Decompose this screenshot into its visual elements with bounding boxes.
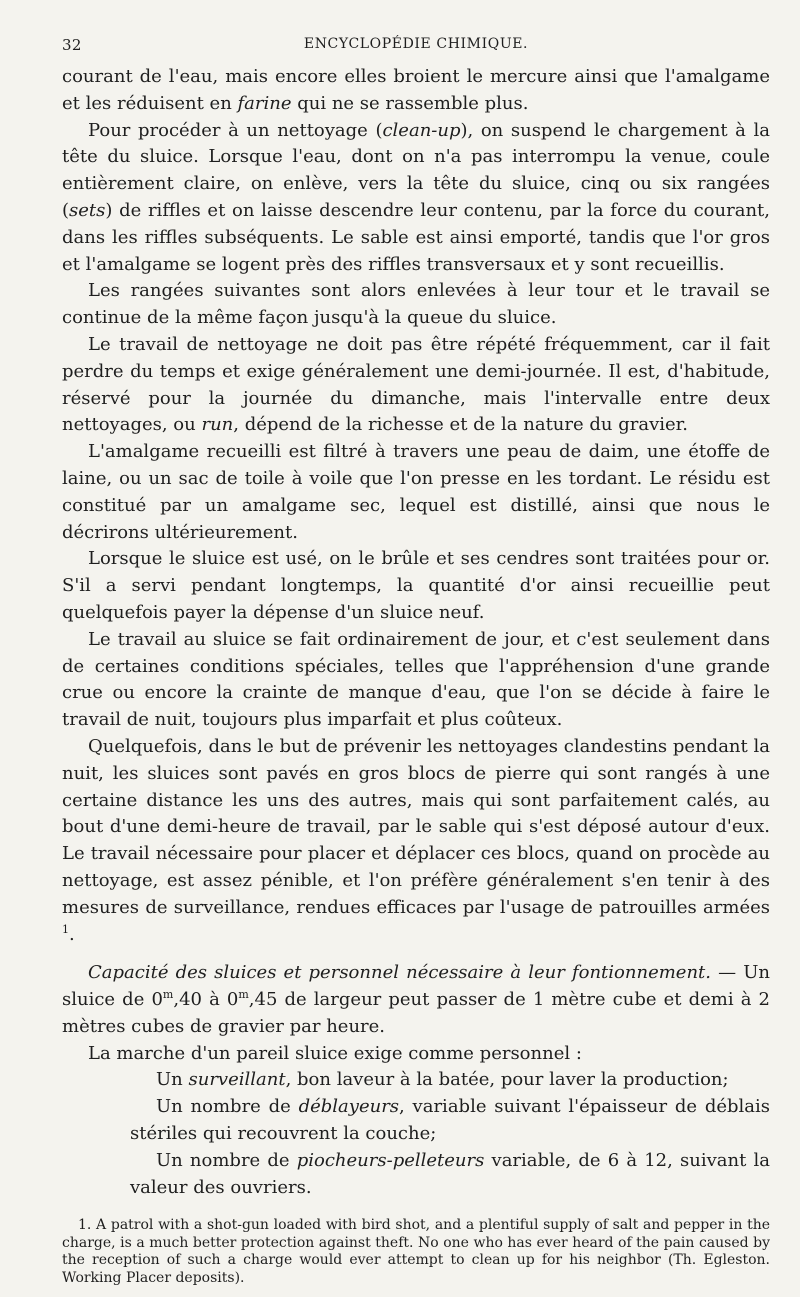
paragraph: Les rangées suivantes sont alors enlevées à leur tour et le travail se continue de la même façon jusqu'à la queue du sluice.	[62, 280, 770, 329]
list-item: Un nombre de piocheurs-pelleteurs variable, de 6 à 12, suivant la valeur des ouvriers.	[130, 1149, 770, 1198]
list-item: Un nombre de déblayeurs, variable suivant l'épaisseur de déblais stériles qui recouvrent la couche;	[130, 1096, 770, 1145]
paragraph: Le travail de nettoyage ne doit pas être répété fréquemment, car il fait perdre du temps et exige généralement une demi-journée. Il est, d'habitude, réservé pour la journée du dimanche, mais l'intervalle entre deux nettoyages, ou run, dépend de la richesse et de la nature du gravier.	[62, 333, 770, 436]
footnote-marker: 1	[62, 922, 69, 936]
paragraph: La marche d'un pareil sluice exige comme personnel :	[88, 1042, 582, 1064]
list-item: Un surveillant, bon laveur à la batée, pour laver la production;	[156, 1069, 729, 1091]
paragraph: Pour procéder à un nettoyage (clean-up), on suspend le chargement à la tête du sluice. Lorsque l'eau, dont on n'a pas interrompu la venue, coule entièrement claire, on enlève, vers la tête du sluice, cinq ou six rangées (sets) de riffles et on laisse descendre leur contenu, par la force du courant, dans les riffles subséquents. Le sable est ainsi emporté, tandis que l'or gros et l'amalgame se logent près des riffles transversaux et y sont recueillis.	[62, 119, 770, 275]
body-text	[62, 64, 770, 1201]
section-heading: Capacité des sluices et personnel nécessaire à leur fontionnement.	[88, 962, 711, 984]
section-paragraph: Capacité des sluices et personnel nécessaire à leur fontionnement. — Un sluice de 0$^m$,40 à 0$^m$,45 de largeur peut passer de 1 mètre cube et demi à 2 mètres cubes de gravier par heure.	[62, 962, 770, 1037]
page-header	[62, 30, 770, 56]
paragraph: Lorsque le sluice est usé, on le brûle et ses cendres sont traitées pour or. S'il a servi pendant longtemps, la quantité d'or ainsi recueillie peut quelquefois payer la dépense d'un sluice neuf.	[62, 548, 770, 623]
paragraph: Quelquefois, dans le but de prévenir les nettoyages clandestins pendant la nuit, les sluices sont pavés en gros blocs de pierre qui sont rangés à une certaine distance les uns des autres, mais qui sont parfaitement calés, au bout d'une demi-heure de travail, par le sable qui s'est déposé autour d'eux. Le travail nécessaire pour placer et déplacer ces blocs, quand on procède au nettoyage, est assez pénible, et l'on préfère généralement s'en tenir à des mesures de surveillance, rendues efficaces par l'usage de patrouilles armées $^1$.	[62, 735, 770, 945]
paragraph: courant de l'eau, mais encore elles broient le mercure ainsi que l'amalgame et les réduisent en farine qui ne se rassemble plus.	[62, 66, 770, 114]
running-title: ENCYCLOPÉDIE CHIMIQUE.	[303, 36, 529, 52]
paragraph: L'amalgame recueilli est filtré à travers une peau de daim, une étoffe de laine, ou un sac de toile à voile que l'on presse en les tordant. Le résidu est constitué par un amalgame sec, lequel est distillé, ainsi que nous le décrirons ultérieurement.	[62, 441, 770, 543]
page-number: 32	[62, 36, 82, 54]
paragraph: Le travail au sluice se fait ordinairement de jour, et c'est seulement dans de certaines conditions spéciales, telles que l'appréhension d'une grande crue ou encore la crainte de manque d'eau, que l'on se décide à faire le travail de nuit, toujours plus imparfait et plus coûteux.	[62, 628, 770, 731]
footnote-text: 1. A patrol with a shot-gun loaded with bird shot, and a plentiful supply of salt and pepper in the charge, is a much better protection against theft. No one who has ever heard of the pain caused by the reception of such a charge would ever attempt to clean up for his neighbor (Th. Egleston. Working Placer deposits).	[62, 1217, 770, 1286]
footnote	[62, 1217, 770, 1287]
